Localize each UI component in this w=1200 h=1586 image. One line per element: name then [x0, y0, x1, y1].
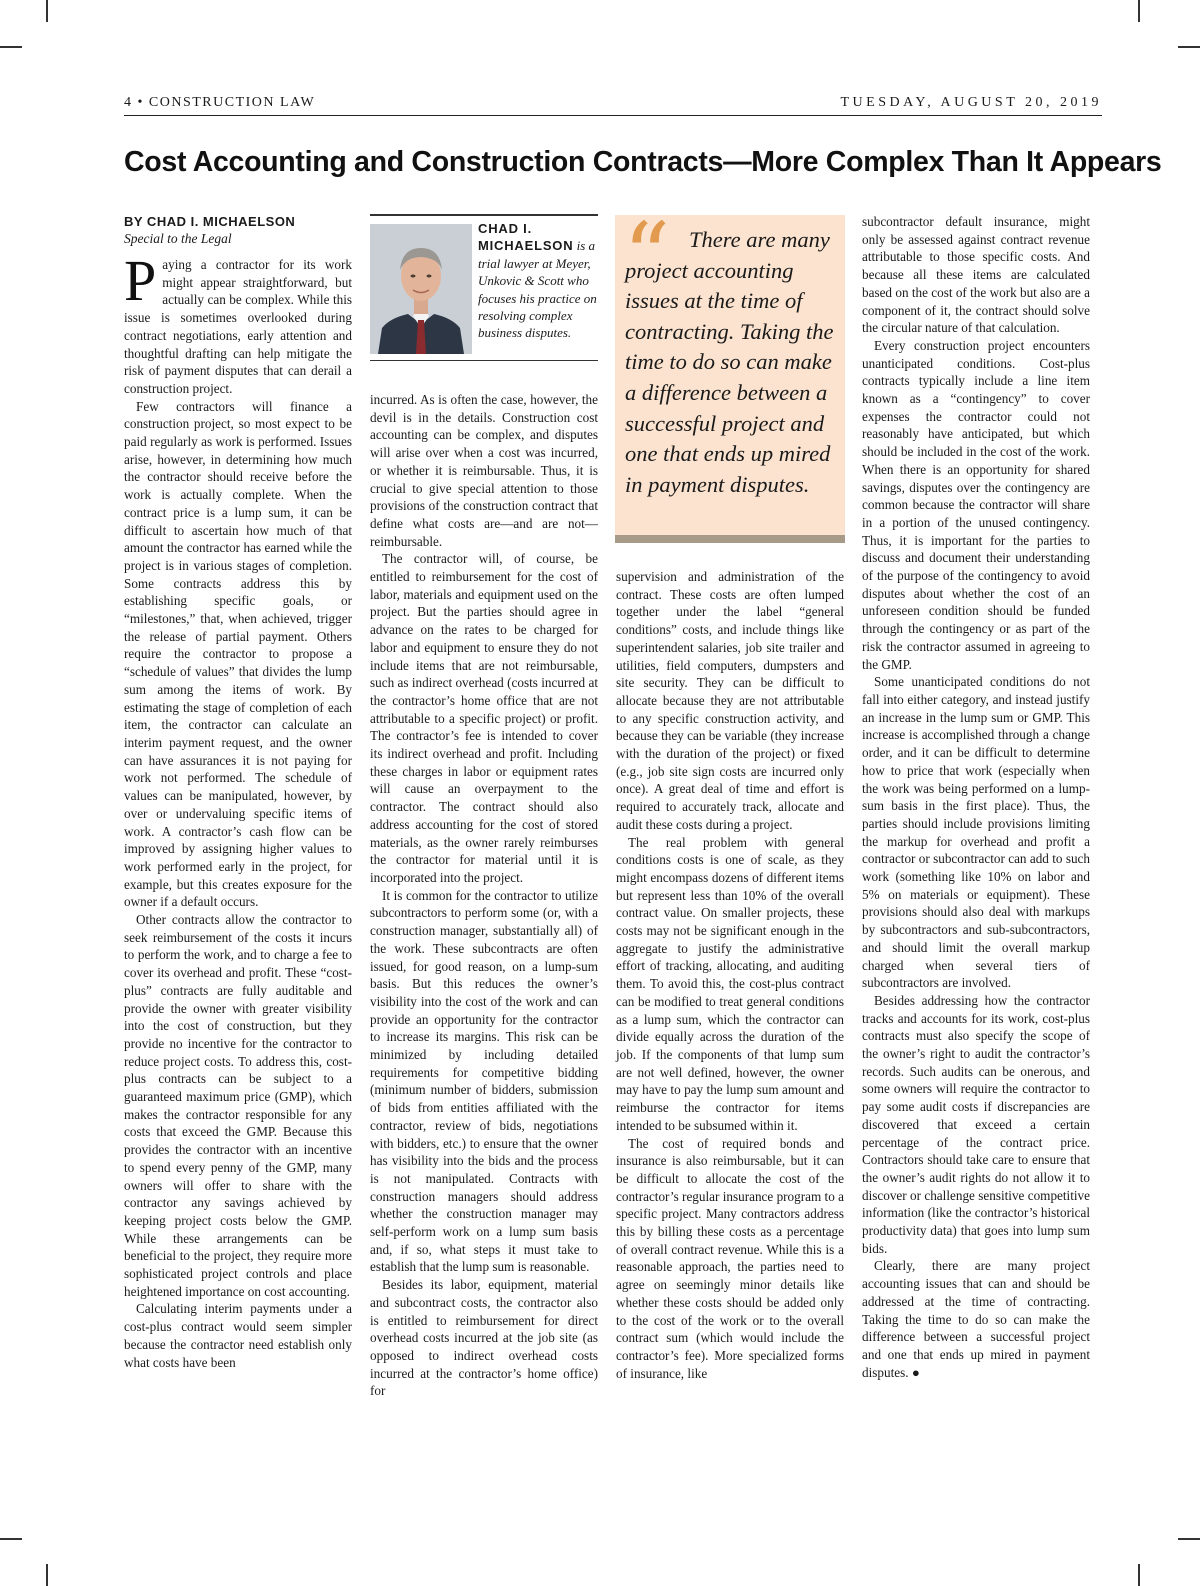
- running-header: [124, 93, 1102, 116]
- crop-mark: [1178, 1538, 1200, 1540]
- article-paragraph: Clearly, there are many project accounting issues that can and should be addressed at the time of contracting. Taking the time to do so can make the difference between a successful project and one that ends up mired in payment disputes. ●: [862, 1258, 1090, 1380]
- article-paragraph: The real problem with general conditions costs is one of scale, as they might encompass dozens of different items but represent less than 10% of the overall contract value. On smaller projects, these costs may not be significant enough in the aggregate to justify the administrative effort of tracking, allocating, and auditing them. To avoid this, the cost-plus contract can be modified to treat general conditions as a lump sum, which the contractor can divide equally across the duration of the job. If the components of that lump sum are not well defined, however, the owner may have to pay the lump sum amount and reimburse the contractor for items intended to be subsumed within it.: [616, 834, 844, 1133]
- article-paragraph: Some unanticipated conditions do not fall into either category, and instead justify an increase in the lump sum or GMP. This increase is accomplished through a change order, and it can be difficult to determine how to price that work (especially when the work was being performed on a lump-sum basis in the first place). Thus, the parties should include provisions limiting the markup for overhead and profit a contractor or subcontractor can add to such work (something like 10% on labor and 5% on materials or equipment). These provisions should also deal with markups by subcontractors and sub-subcontractors, and should limit the overall markup charged when several tiers of subcontractors are involved.: [862, 674, 1090, 991]
- section-label: 4 • CONSTRUCTION LAW: [124, 95, 316, 110]
- article-paragraph: The cost of required bonds and insurance is also reimbursable, but it can be difficult to allocate the cost of the contractor’s regular insurance program to a specific project. Many contractors address this by billing these costs as a percentage of overall contract revenue. While this is a reasonable approach, the parties need to agree on seemingly minor details like whether these costs should be added only to the cost of the work or to the overall contract sum (which would include the contractor’s fee). More specialized forms of insurance, like: [616, 1135, 844, 1381]
- crop-mark: [1138, 0, 1140, 22]
- crop-mark: [46, 0, 48, 22]
- article-paragraph: Paying a contractor for its work might appear straightforward, but actually can be complex. While this issue is sometimes overlooked during contract negotiations, early attention and thoughtful drafting can help mitigate the risk of payment disputes that can derail a construction project.: [124, 248, 352, 396]
- author-name: CHAD I. MICHAELSON: [478, 221, 574, 254]
- issue-date: TUESDAY, AUGUST 20, 2019: [840, 95, 1102, 110]
- crop-mark: [0, 1538, 22, 1540]
- author-headshot: [370, 224, 472, 354]
- article-paragraph: Besides addressing how the contractor tracks and accounts for its work, cost-plus contracts must also specify the scope of the owner’s right to audit the contractor’s records. Such audits can be onerous, and some owners will require the contractor to pay some audit costs if discrepancies are discovered that exceed a certain percentage of the contract price. Contractors should take care to ensure that the owner’s audit rights do not allow it to discover or challenge sensitive competitive information (like the contractor’s historical productivity data) that goes into lump sum bids.: [862, 992, 1090, 1256]
- author-bio: [478, 220, 598, 342]
- article-paragraph: It is common for the contractor to utilize subcontractors to perform some (or, with a construction manager, substantially all) of the work. These subcontracts are often issued, for good reason, on a lump-sum basis. But this reduces the owner’s visibility into the cost of the work and can provide an opportunity for the contractor to increase its margins. This risk can be minimized by including detailed requirements for competitive bidding (minimum number of bidders, submission of bids from entities affiliated with the contractor, review of bids, negotiations with bidders, etc.) to ensure that the owner has visibility into the bids and the process is not manipulated. Contracts with construction managers should address whether the construction manager may self-perform work on a lump sum basis and, if so, what steps it must take to establish that the lump sum is reasonable.: [370, 887, 598, 1275]
- article-paragraph: Other contracts allow the contractor to seek reimbursement of the costs it incurs to perform the work, and to charge a fee to cover its overhead and profit. These “cost-plus” contracts are fully auditable and provide the owner with greater visibility into the cost of construction, but they provide no incentive for the contractor to reduce project costs. To address this, cost-plus contracts can be subject to a guaranteed maximum price (GMP), which makes the contractor responsible for any costs that exceed the GMP. Because this provides the contractor with an incentive to spend every penny of the GMP, many owners will offer to share with the contractor any savings achieved by keeping project costs below the GMP. While these arrangements can be beneficial to the project, they require more sophisticated project controls and place heightened importance on cost accounting.: [124, 912, 352, 1299]
- column-3: [616, 568, 844, 1382]
- article-paragraph: Besides its labor, equipment, material and subcontract costs, the contractor also is entitled to reimbursement for direct overhead costs incurred at the job site (as opposed to indirect overhead costs incurred at the contractor’s home office) for: [370, 1277, 598, 1399]
- article-paragraph: supervision and administration of the contract. These costs are often lumped together under the label “general conditions” costs, and include things like superintendent salaries, job site trailer and utilities, field computers, dumpsters and site security. They can be difficult to allocate because they are not attributable to any specific construction activity, and because they can be variable (they increase with the duration of the project) or fixed (e.g., job site sign costs are incurred only once). A great deal of time and effort is required to accurately track, allocate and audit these costs during a project.: [616, 569, 844, 832]
- article-paragraph: Few contractors will finance a construction project, so most expect to be paid regularly as work is performed. Issues arise, however, in determining how much the contractor should receive before the work is actually complete. When the contract price is a lump sum, it can be difficult to ascertain how much of that amount the contractor has earned while the project is in various stages of completion. Some contracts address this by establishing specific goals, or “milestones,” that, when achieved, trigger the release of partial payment. Others require the contractor to propose a “schedule of values” that divides the lump sum among the items of work. By estimating the stage of completion of each item, the contractor can calculate an interim payment request, and the owner can have assurances it is not paying for work not performed. The schedule of values can be manipulated, however, by over or undervaluing specific items of work. A contractor’s cash flow can be improved by assigning higher values to work performed early in the project, for example, but this creates exposure for the owner if a default occurs.: [124, 398, 352, 910]
- author-box: [370, 214, 598, 361]
- article-paragraph: Every construction project encounters unanticipated conditions. Cost-plus contracts typically include a line item known as a “contingency” to cover expenses the contractor could not reasonably have anticipated, but which should be included in the cost of the work. When there is an opportunity for shared savings, disputes over the contingency are common because the contractor will share in a portion of the unused contingency. Thus, it is important for the parties to discuss and document their understanding of the purpose of the contingency to avoid disputes about whether the cost of an unforeseen condition should be funded through the contingency or as part of the risk the contractor assumed in agreeing to the GMP.: [862, 337, 1090, 672]
- quote-mark-icon: “: [623, 203, 671, 310]
- column-2: [370, 391, 598, 1400]
- crop-mark: [1138, 1564, 1140, 1586]
- crop-mark: [46, 1564, 48, 1586]
- crop-mark: [1178, 46, 1200, 48]
- column-4: [862, 213, 1090, 1381]
- byline-affiliation: Special to the Legal: [124, 231, 232, 246]
- pull-quote-text: There are many project accounting issues at the time of contracting. Taking the time to do so can make a difference between a successful project and one that ends up mired in payment disputes.: [625, 227, 834, 497]
- author-bio-text: is a trial lawyer at Meyer, Unkovic & Scott who focuses his practice on resolving complex business disputes.: [478, 238, 597, 341]
- article-paragraph: incurred. As is often the case, however, the devil is in the details. Construction cost accounting can be complex, and disputes will arise over when a cost was incurred, or whether it is reimbursable. Thus, it is crucial to give special attention to those provisions of the construction contract that define what costs are—and are not—reimbursable.: [370, 392, 598, 549]
- byline-author: BY CHAD I. MICHAELSON: [124, 214, 296, 229]
- pull-quote: [615, 203, 845, 543]
- drop-cap: P: [124, 248, 157, 313]
- headline: Cost Accounting and Construction Contracts—More Complex Than It Appears: [124, 146, 1162, 178]
- column-1: [124, 213, 352, 1371]
- crop-mark: [0, 46, 22, 48]
- article-paragraph: Calculating interim payments under a cost-plus contract would seem simpler because the contractor need establish only what costs have been: [124, 1301, 352, 1370]
- article-paragraph: The contractor will, of course, be entitled to reimbursement for the cost of labor, materials and equipment used on the project. But the parties should agree in advance on the rates to be charged for labor and equipment to ensure they do not include items that are not reimbursable, such as indirect overhead (costs incurred at the contractor’s home office that are not attributable to a specific project) or profit. The contractor’s fee is intended to cover its indirect overhead and profit. Including these charges in labor or equipment rates will cause an overpayment to the contractor. The contract should also address accounting for the cost of stored materials, as the owner rarely reimburses the contractor for material until it is incorporated into the project.: [370, 551, 598, 885]
- article-paragraph: subcontractor default insurance, might only be assessed against contract revenue attributable to those specific costs. And because all these items are calculated based on the cost of the work but also are a component of it, the contract should solve the circular nature of that calculation.: [862, 214, 1090, 336]
